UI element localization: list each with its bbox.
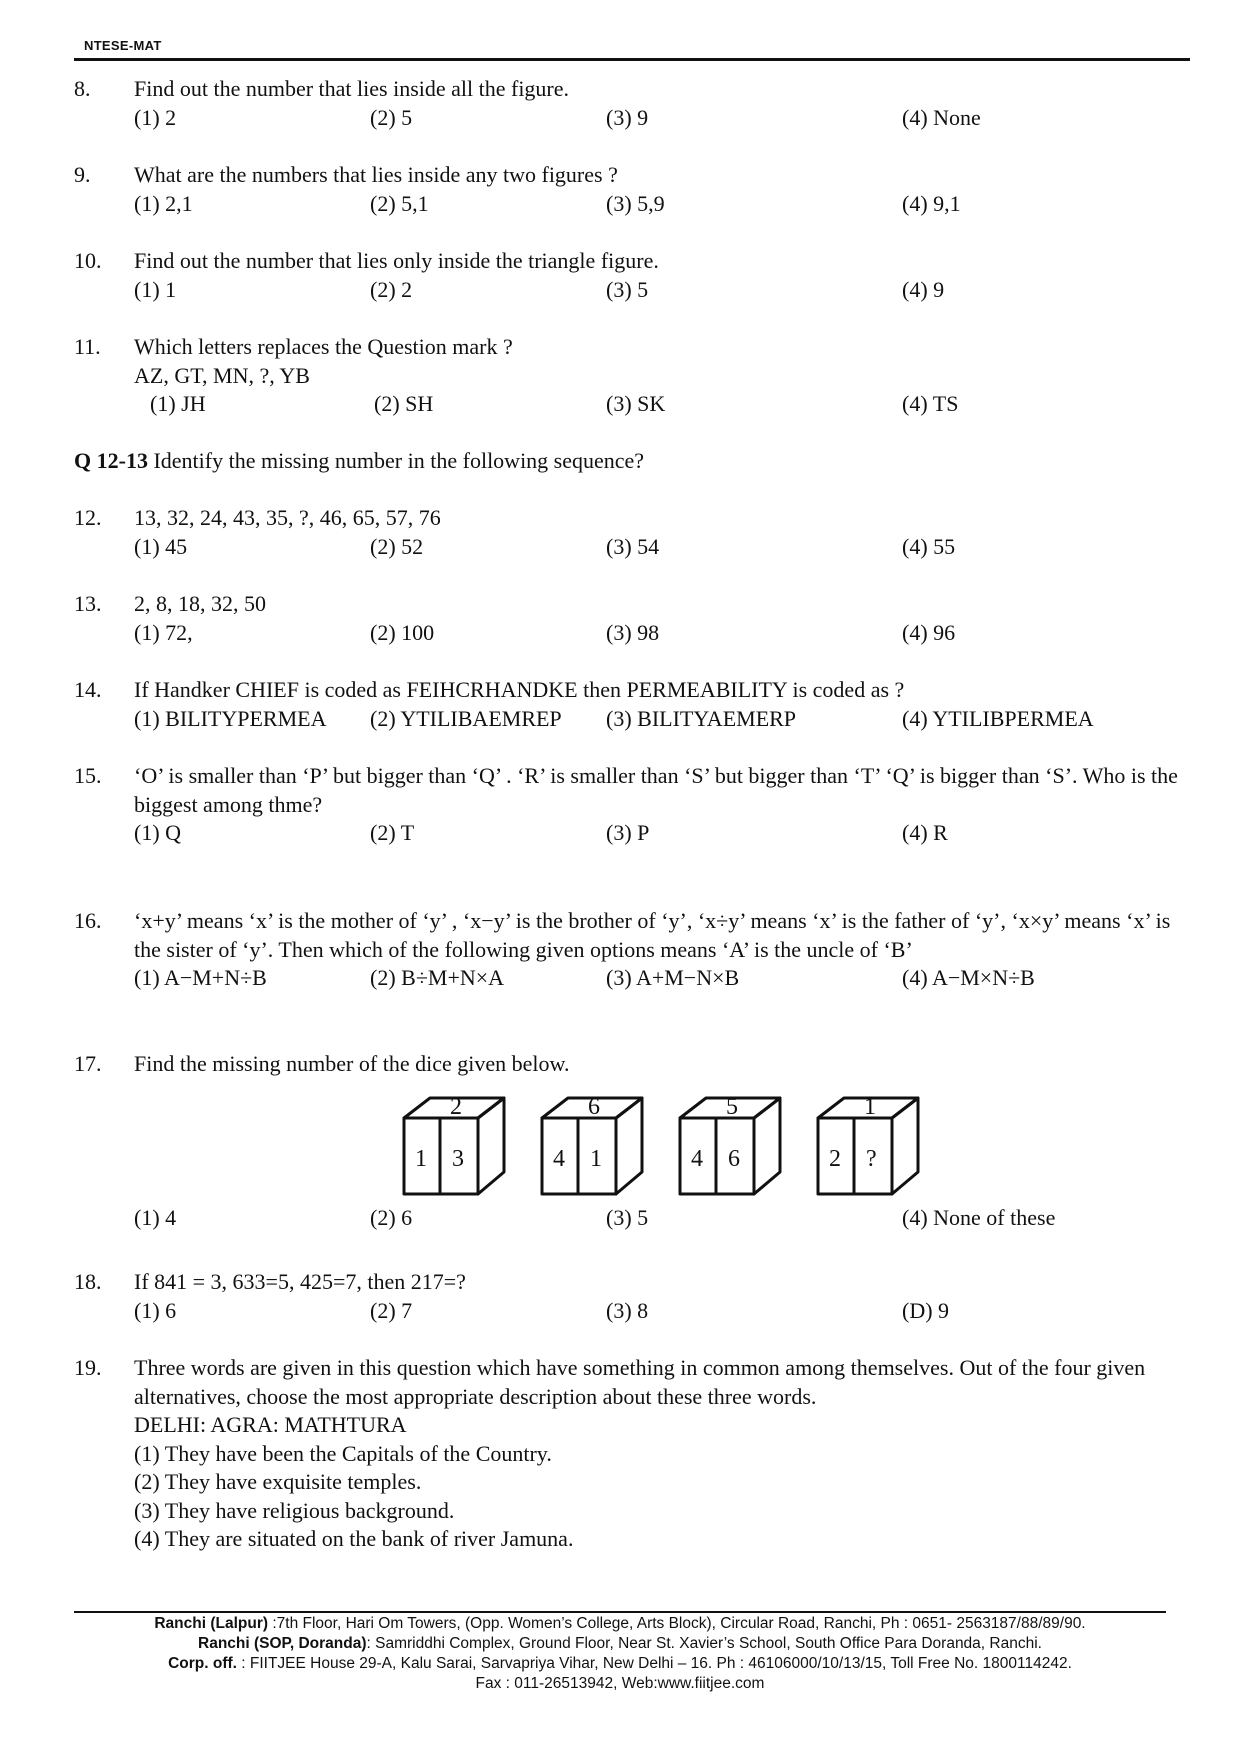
option-4[interactable]: (4) 96 xyxy=(902,619,956,645)
option-1[interactable]: (1) Q xyxy=(134,820,182,845)
question-number: 13. xyxy=(74,591,102,616)
footer-divider xyxy=(74,1611,1166,1613)
die-3-left: 4 xyxy=(691,1146,703,1172)
option-3[interactable]: (3) 54 xyxy=(606,533,660,559)
options-row xyxy=(134,705,1194,734)
option-2[interactable]: (2) 2 xyxy=(370,276,413,302)
option-4[interactable]: (4) None xyxy=(902,104,981,130)
option-4[interactable]: (4) 9,1 xyxy=(902,190,961,216)
option-3[interactable]: (3) P xyxy=(606,820,650,845)
footer-branch-lalpur: Ranchi (Lalpur) xyxy=(154,1615,269,1632)
question-number: 10. xyxy=(74,248,102,273)
question-text: What are the numbers that lies inside any two figures ? xyxy=(134,162,618,187)
option-2[interactable]: (2) 5 xyxy=(370,104,413,130)
letter-series: AZ, GT, MN, ?, YB xyxy=(134,362,310,388)
footer xyxy=(74,1614,1166,1694)
question-number: 15. xyxy=(74,763,102,788)
footer-corp-office: Corp. off. xyxy=(168,1655,237,1672)
page-header-label: NTESE-MAT xyxy=(84,38,162,53)
question-18 xyxy=(74,1268,1194,1325)
die-2-left: 4 xyxy=(553,1146,565,1172)
question-text: If 841 = 3, 633=5, 425=7, then 217=? xyxy=(134,1269,466,1294)
options-row xyxy=(134,819,1194,848)
option-1[interactable]: (1) 72, xyxy=(134,619,193,645)
options-row xyxy=(134,190,1194,219)
question-8 xyxy=(74,75,1194,132)
option-4[interactable]: (4) None of these xyxy=(902,1205,1056,1230)
question-10 xyxy=(74,247,1194,304)
option-2[interactable]: (2) B÷M+N×A xyxy=(370,965,505,990)
question-text: Which letters replaces the Question mark ? xyxy=(134,334,513,359)
footer-address-doranda: : Samriddhi Complex, Ground Floor, Near St. Xavier’s School, South Office Para Doranda, Ranchi. xyxy=(366,1635,1042,1652)
option-4[interactable]: (4) YTILIBPERMEA xyxy=(902,705,1094,731)
question-text: Find out the number that lies inside all the figure. xyxy=(134,76,570,101)
section-label: Q 12-13 xyxy=(74,448,148,473)
die-1-right: 3 xyxy=(452,1146,464,1172)
option-4[interactable]: (4) 9 xyxy=(902,276,945,302)
question-number: 18. xyxy=(74,1269,102,1294)
dice-figure xyxy=(400,1088,940,1208)
section-instruction xyxy=(74,447,644,476)
option-1[interactable]: (1) They have been the Capitals of the Country. xyxy=(134,1440,552,1466)
question-number: 19. xyxy=(74,1355,102,1380)
option-3[interactable]: (3) A+M−N×B xyxy=(606,965,740,990)
question-number: 9. xyxy=(74,162,91,187)
footer-line-2 xyxy=(74,1634,1166,1654)
die-3-right: 6 xyxy=(728,1146,740,1172)
option-1[interactable]: (1) 4 xyxy=(134,1205,177,1230)
header-divider xyxy=(74,58,1190,61)
option-1[interactable]: (1) 6 xyxy=(134,1297,177,1323)
option-1[interactable]: (1) A−M+N÷B xyxy=(134,965,267,990)
option-3[interactable]: (3) 5 xyxy=(606,276,649,302)
options-row xyxy=(134,619,1194,648)
option-1[interactable]: (1) 45 xyxy=(134,533,188,559)
option-2[interactable]: (2) 100 xyxy=(370,619,435,645)
option-2[interactable]: (2) T xyxy=(370,820,415,845)
option-1[interactable]: (1) 2 xyxy=(134,104,177,130)
options-row xyxy=(134,1204,1194,1233)
question-number: 14. xyxy=(74,677,102,702)
question-text: Find out the number that lies only inside the triangle figure. xyxy=(134,248,659,273)
question-16 xyxy=(74,907,1194,993)
option-3[interactable]: (3) 5,9 xyxy=(606,190,665,216)
die-3-top: 5 xyxy=(726,1094,738,1120)
die-4-right: ? xyxy=(866,1146,877,1172)
option-2[interactable]: (2) 52 xyxy=(370,533,424,559)
question-number: 12. xyxy=(74,505,102,530)
option-3[interactable]: (3) 8 xyxy=(606,1297,649,1323)
footer-address-corp: : FIITJEE House 29-A, Kalu Sarai, Sarvapriya Vihar, New Delhi – 16. Ph : 46106000/10/13/15, Toll Free No. 1800114242. xyxy=(236,1655,1072,1672)
option-2[interactable]: (2) 7 xyxy=(370,1297,413,1323)
options-row xyxy=(134,1297,1194,1326)
option-2[interactable]: (2) YTILIBAEMREP xyxy=(370,705,562,731)
option-1[interactable]: (1) 2,1 xyxy=(134,190,193,216)
footer-line-3 xyxy=(74,1654,1166,1674)
question-text: 13, 32, 24, 43, 35, ?, 46, 65, 57, 76 xyxy=(134,505,441,530)
option-4[interactable]: (4) TS xyxy=(902,391,959,416)
option-2[interactable]: (2) They have exquisite temples. xyxy=(134,1469,422,1494)
question-number: 8. xyxy=(74,76,91,101)
option-1[interactable]: (1) BILITYPERMEA xyxy=(134,705,327,731)
dice-drawing xyxy=(400,1088,940,1208)
option-2[interactable]: (2) 5,1 xyxy=(370,190,429,216)
footer-branch-doranda: Ranchi (SOP, Doranda) xyxy=(198,1635,367,1652)
option-2[interactable]: (2) SH xyxy=(374,391,434,416)
footer-address-lalpur: :7th Floor, Hari Om Towers, (Opp. Women’s College, Arts Block), Circular Road, Ranchi, Ph : 0651- 2563187/88/89/90. xyxy=(268,1615,1086,1632)
option-3[interactable]: (3) 9 xyxy=(606,104,649,130)
question-number: 11. xyxy=(74,334,101,359)
option-3[interactable]: (3) 98 xyxy=(606,619,660,645)
question-11 xyxy=(74,333,1194,419)
question-17-options xyxy=(74,1204,1194,1233)
question-text: Three words are given in this question which have something in common among themselves. Out of the four given alternatives, choose the most appropriate description about these three words. xyxy=(134,1355,1146,1409)
die-4-left: 2 xyxy=(829,1146,841,1172)
question-14 xyxy=(74,676,1194,733)
question-text: ‘x+y’ means ‘x’ is the mother of ‘y’ , ‘x−y’ is the brother of ‘y’, ‘x÷y’ means ‘x’ is the father of ‘y’, ‘x×y’ means ‘x’ is the sister of ‘y’. Then which of the following given options means ‘A’ is the uncle of ‘B’ xyxy=(134,908,1171,962)
options-row xyxy=(134,390,1194,419)
option-4[interactable]: (4) 55 xyxy=(902,533,956,559)
option-1[interactable]: (1) 1 xyxy=(134,276,177,302)
question-text: 2, 8, 18, 32, 50 xyxy=(134,591,266,616)
option-2[interactable]: (2) 6 xyxy=(370,1205,413,1230)
question-text: ‘O’ is smaller than ‘P’ but bigger than ‘Q’ . ‘R’ is smaller than ‘S’ but bigger than ‘T’ ‘Q’ is bigger than ‘S’. Who is the biggest among thme? xyxy=(134,763,1178,817)
question-15 xyxy=(74,762,1194,848)
die-1-left: 1 xyxy=(415,1146,427,1172)
option-4[interactable]: (4) They are situated on the bank of river Jamuna. xyxy=(134,1526,574,1551)
options-row xyxy=(134,533,1194,562)
die-4-top: 1 xyxy=(864,1094,876,1120)
die-1-top: 2 xyxy=(450,1094,462,1120)
question-text: If Handker CHIEF is coded as FEIHCRHANDKE then PERMEABILITY is coded as ? xyxy=(134,677,905,702)
options-row xyxy=(134,276,1194,305)
option-4[interactable]: (4) R xyxy=(902,820,948,845)
option-1[interactable]: (1) JH xyxy=(150,391,206,416)
option-4[interactable]: (D) 9 xyxy=(902,1297,950,1323)
options-row xyxy=(134,964,1194,993)
option-3[interactable]: (3) BILITYAEMERP xyxy=(606,705,797,731)
die-2-top: 6 xyxy=(588,1094,600,1120)
given-words: DELHI: AGRA: MATHTURA xyxy=(134,1412,407,1437)
question-number: 17. xyxy=(74,1051,102,1076)
option-3[interactable]: (3) They have religious background. xyxy=(134,1497,455,1523)
question-13 xyxy=(74,590,1194,647)
question-9 xyxy=(74,161,1194,218)
question-12 xyxy=(74,504,1194,561)
option-3[interactable]: (3) 5 xyxy=(606,1205,649,1230)
footer-line-1 xyxy=(74,1614,1166,1634)
question-17 xyxy=(74,1050,1194,1079)
question-19 xyxy=(74,1354,1194,1554)
question-number: 16. xyxy=(74,908,102,933)
options-row xyxy=(134,104,1194,133)
section-text: Identify the missing number in the following sequence? xyxy=(147,448,645,473)
die-2-right: 1 xyxy=(590,1146,602,1172)
footer-line-4: Fax : 011-26513942, Web:www.fiitjee.com xyxy=(475,1675,765,1692)
option-4[interactable]: (4) A−M×N÷B xyxy=(902,965,1035,990)
option-3[interactable]: (3) SK xyxy=(606,391,666,416)
question-text: Find the missing number of the dice given below. xyxy=(134,1051,570,1076)
